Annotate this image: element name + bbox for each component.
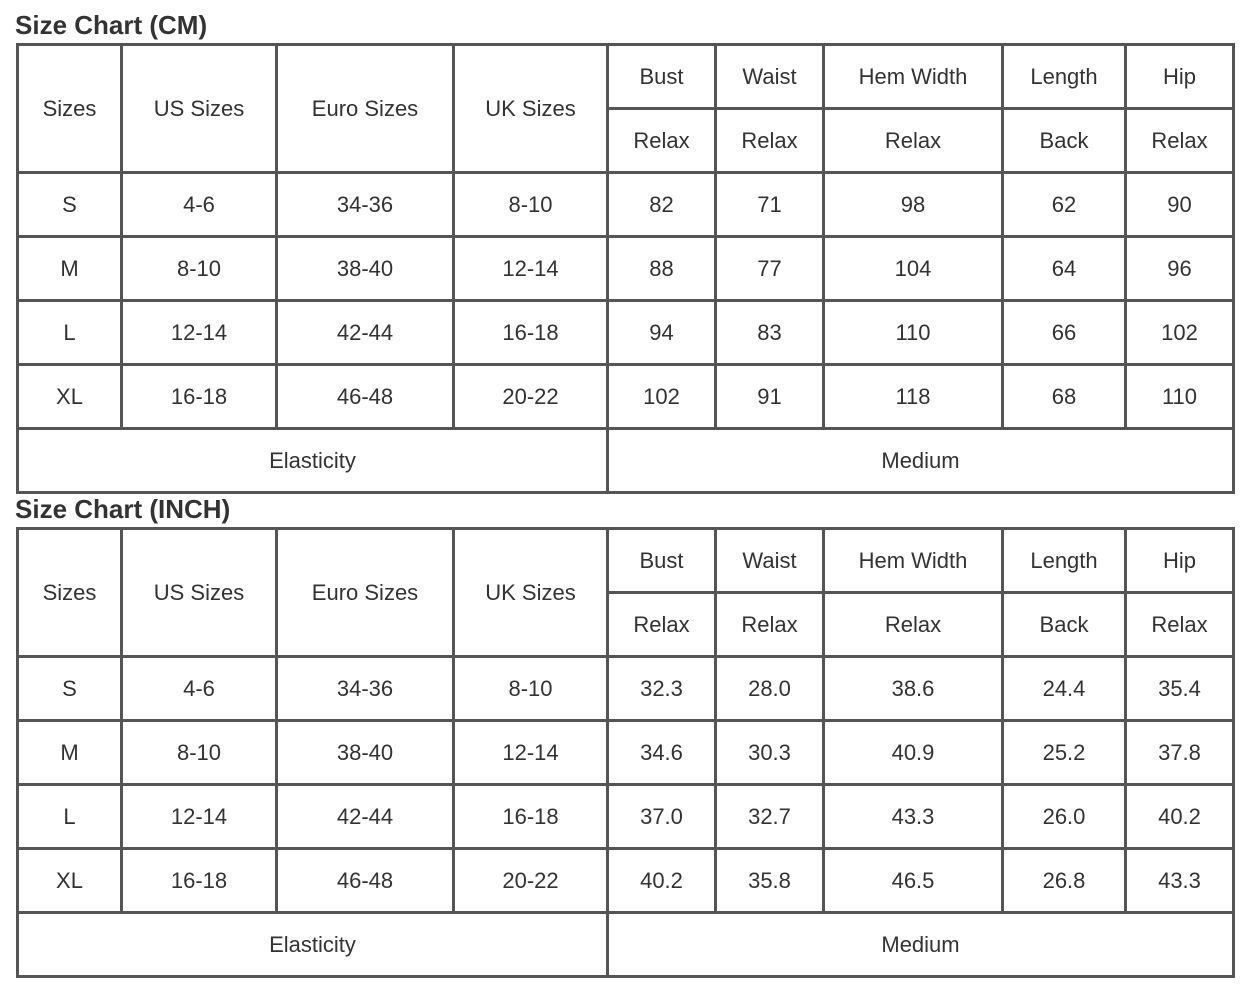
table-cell: 66 <box>1004 302 1127 366</box>
table-cell: 26.0 <box>1004 786 1127 850</box>
table-cell: 104 <box>825 238 1004 302</box>
table-cell: 28.0 <box>717 658 825 722</box>
table-cell: 82 <box>609 174 717 238</box>
table-cell: L <box>19 786 123 850</box>
table-cell: XL <box>19 366 123 430</box>
table-cell: 83 <box>717 302 825 366</box>
elasticity-row <box>19 914 1232 975</box>
table-cell: 62 <box>1004 174 1127 238</box>
table-cell: 32.3 <box>609 658 717 722</box>
table-cell: 118 <box>825 366 1004 430</box>
table-cell: XL <box>19 850 123 914</box>
measure-header: Hem Width <box>825 530 1004 594</box>
measure-subheader: Relax <box>609 594 717 658</box>
table-cell: 43.3 <box>825 786 1004 850</box>
measure-subheader: Back <box>1004 110 1127 174</box>
table-cell: 91 <box>717 366 825 430</box>
table-cell: 37.0 <box>609 786 717 850</box>
table-row <box>19 850 1232 914</box>
table-cell: 43.3 <box>1127 850 1232 914</box>
measure-subheader: Relax <box>609 110 717 174</box>
elasticity-value: Medium <box>881 931 960 957</box>
measure-subheader: Relax <box>717 110 825 174</box>
table-cell: 16-18 <box>123 850 278 914</box>
table-cell: 12-14 <box>123 786 278 850</box>
table-cell: 102 <box>609 366 717 430</box>
elasticity-value: Medium <box>881 447 960 473</box>
table-cell: 25.2 <box>1004 722 1127 786</box>
table-cell: 8-10 <box>455 658 609 722</box>
measure-header: Hem Width <box>825 46 1004 110</box>
measure-header: Length <box>1004 46 1127 110</box>
table-cell: M <box>19 722 123 786</box>
table-cell: 26.8 <box>1004 850 1127 914</box>
table-cell: 16-18 <box>455 786 609 850</box>
measure-subheader: Relax <box>1127 110 1232 174</box>
table-cell: 46-48 <box>278 850 455 914</box>
measure-header: Waist <box>717 530 825 594</box>
table-cell: 42-44 <box>278 786 455 850</box>
table-cell: 40.2 <box>609 850 717 914</box>
table-cell: 88 <box>609 238 717 302</box>
table-cell: 37.8 <box>1127 722 1232 786</box>
inch-size-table <box>16 527 1235 978</box>
elasticity-row <box>19 430 1232 491</box>
header-row <box>19 46 1232 110</box>
table-cell: 12-14 <box>123 302 278 366</box>
us-sizes-header: US Sizes <box>123 46 278 174</box>
table-cell: 46-48 <box>278 366 455 430</box>
table-cell: 32.7 <box>717 786 825 850</box>
cm-chart-title: Size Chart (CM) <box>15 10 208 40</box>
table-cell: 20-22 <box>455 850 609 914</box>
table-cell: 38-40 <box>278 238 455 302</box>
table-cell: 16-18 <box>123 366 278 430</box>
header-row <box>19 530 1232 594</box>
table-cell: L <box>19 302 123 366</box>
table-cell: 38-40 <box>278 722 455 786</box>
measure-header: Waist <box>717 46 825 110</box>
table-row <box>19 786 1232 850</box>
measure-subheader: Relax <box>1127 594 1232 658</box>
table-cell: 110 <box>825 302 1004 366</box>
euro-sizes-header: Euro Sizes <box>278 530 455 658</box>
measure-subheader: Back <box>1004 594 1127 658</box>
table-row <box>19 722 1232 786</box>
table-cell: 35.8 <box>717 850 825 914</box>
table-cell: 12-14 <box>455 722 609 786</box>
table-cell: 30.3 <box>717 722 825 786</box>
inch-chart-title: Size Chart (INCH) <box>15 494 231 524</box>
table-cell: 90 <box>1127 174 1232 238</box>
uk-sizes-header: UK Sizes <box>455 530 609 658</box>
table-cell: 4-6 <box>123 174 278 238</box>
measure-subheader: Relax <box>825 594 1004 658</box>
table-cell: 77 <box>717 238 825 302</box>
table-cell: 8-10 <box>123 238 278 302</box>
us-sizes-header: US Sizes <box>123 530 278 658</box>
cm-size-table <box>16 43 1235 494</box>
table-cell: 40.9 <box>825 722 1004 786</box>
table-cell: 20-22 <box>455 366 609 430</box>
table-row <box>19 238 1232 302</box>
table-cell: 98 <box>825 174 1004 238</box>
table-row <box>19 366 1232 430</box>
measure-subheader: Relax <box>717 594 825 658</box>
table-cell: 24.4 <box>1004 658 1127 722</box>
measure-subheader: Relax <box>825 110 1004 174</box>
sizes-header: Sizes <box>19 530 123 658</box>
measure-header: Bust <box>609 530 717 594</box>
table-cell: 12-14 <box>455 238 609 302</box>
elasticity-label: Elasticity <box>19 914 609 975</box>
table-cell: 46.5 <box>825 850 1004 914</box>
table-cell: 96 <box>1127 238 1232 302</box>
table-cell: 4-6 <box>123 658 278 722</box>
euro-sizes-header: Euro Sizes <box>278 46 455 174</box>
table-cell: 40.2 <box>1127 786 1232 850</box>
table-cell: 38.6 <box>825 658 1004 722</box>
table-cell: M <box>19 238 123 302</box>
table-cell: 34-36 <box>278 658 455 722</box>
table-cell: 94 <box>609 302 717 366</box>
measure-header: Hip <box>1127 530 1232 594</box>
measure-header: Bust <box>609 46 717 110</box>
table-cell: 8-10 <box>455 174 609 238</box>
table-cell: 68 <box>1004 366 1127 430</box>
table-row <box>19 658 1232 722</box>
table-cell: 35.4 <box>1127 658 1232 722</box>
table-cell: 34.6 <box>609 722 717 786</box>
uk-sizes-header: UK Sizes <box>455 46 609 174</box>
table-cell: 110 <box>1127 366 1232 430</box>
table-cell: 16-18 <box>455 302 609 366</box>
table-cell: S <box>19 174 123 238</box>
table-cell: 102 <box>1127 302 1232 366</box>
sizes-header: Sizes <box>19 46 123 174</box>
table-cell: 71 <box>717 174 825 238</box>
table-cell: 8-10 <box>123 722 278 786</box>
measure-header: Length <box>1004 530 1127 594</box>
table-row <box>19 174 1232 238</box>
measure-header: Hip <box>1127 46 1232 110</box>
table-row <box>19 302 1232 366</box>
table-cell: 42-44 <box>278 302 455 366</box>
table-cell: 34-36 <box>278 174 455 238</box>
table-cell: 64 <box>1004 238 1127 302</box>
table-cell: S <box>19 658 123 722</box>
elasticity-label: Elasticity <box>19 430 609 491</box>
